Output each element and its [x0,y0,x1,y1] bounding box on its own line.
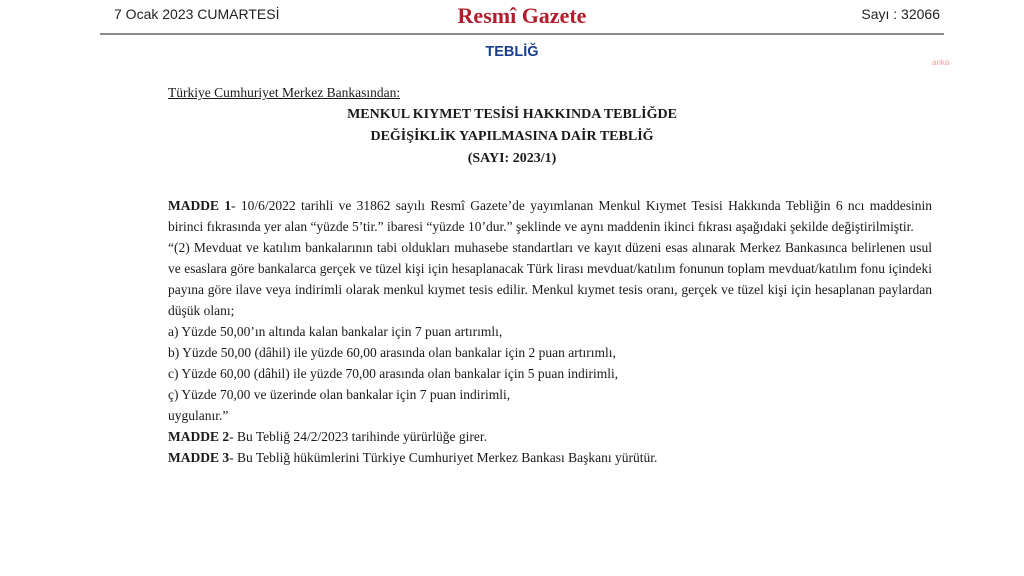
document-title [0,104,1024,170]
title-line-3: (SAYI: 2023/1) [467,151,557,166]
gazette-title: Resmî Gazete [457,3,587,28]
watermark-logo: anka [932,58,950,67]
article-1 [168,195,932,237]
article-2-label: MADDE 2 [168,429,230,444]
list-item-c: c) Yüzde 60,00 (dâhil) ile yüzde 70,00 arasında olan bankalar için 5 puan indirimli, [168,366,619,381]
article-2 [168,426,932,447]
article-1-label: MADDE 1 [168,198,232,213]
article-2-text: - Bu Tebliğ 24/2/2023 tarihinde yürürlüğe girer. [229,429,488,444]
issue-date: 7 Ocak 2023 CUMARTESİ [114,6,280,22]
article-3-text: - Bu Tebliğ hükümlerini Türkiye Cumhuriyet Merkez Bankası Başkanı yürütür. [229,450,658,465]
title-line-1: MENKUL KIYMET TESİSİ HAKKINDA TEBLİĞDE [347,107,677,122]
gazette-header [100,0,944,35]
section-heading: TEBLİĞ [485,44,539,60]
amended-paragraph: “(2) Mevduat ve katılım bankalarının tabi oldukları muhasebe standartları ve kayıt düzeni esas alınarak Merkez Bankasınca belirlenen usul ve esaslara göre bankalarca gerçek ve tüzel kişi için hesaplanacak Türk lirası mevduat/katılım fonunun toplam mevduat/katılım fonu içindeki payına göre ilave veya indirimli olarak menkul kıymet tesis edilir. Menkul kıymet tesis oranı, gerçek ve tüzel kişi için hesaplanan paylardan düşük olanı; [168,240,932,318]
list-item-cc: ç) Yüzde 70,00 ve üzerinde olan bankalar için 7 puan indirimli, [168,387,511,402]
issue-number: Sayı : 32066 [861,6,940,22]
issuer-line: Türkiye Cumhuriyet Merkez Bankasından: [168,85,401,100]
quote-closing: uygulanır.” [168,408,229,423]
list-item-a: a) Yüzde 50,00’ın altında kalan bankalar için 7 puan artırımlı, [168,324,503,339]
article-3-label: MADDE 3 [168,450,230,465]
document-body [168,195,932,468]
article-3 [168,447,932,468]
title-line-2: DEĞİŞİKLİK YAPILMASINA DAİR TEBLİĞ [370,129,654,144]
list-item-b: b) Yüzde 50,00 (dâhil) ile yüzde 60,00 arasında olan bankalar için 2 puan artırımlı, [168,345,616,360]
article-1-text: - 10/6/2022 tarihli ve 31862 sayılı Resmî Gazete’de yayımlanan Menkul Kıymet Tesisi Hakkında Tebliğin 6 ncı maddesinin birinci fıkrasında yer alan “yüzde 5’tir.” ibaresi “yüzde 10’dur.” şeklinde ve aynı maddenin ikinci fıkrası aşağıdaki şekilde değiştirilmiştir. [168,198,933,234]
